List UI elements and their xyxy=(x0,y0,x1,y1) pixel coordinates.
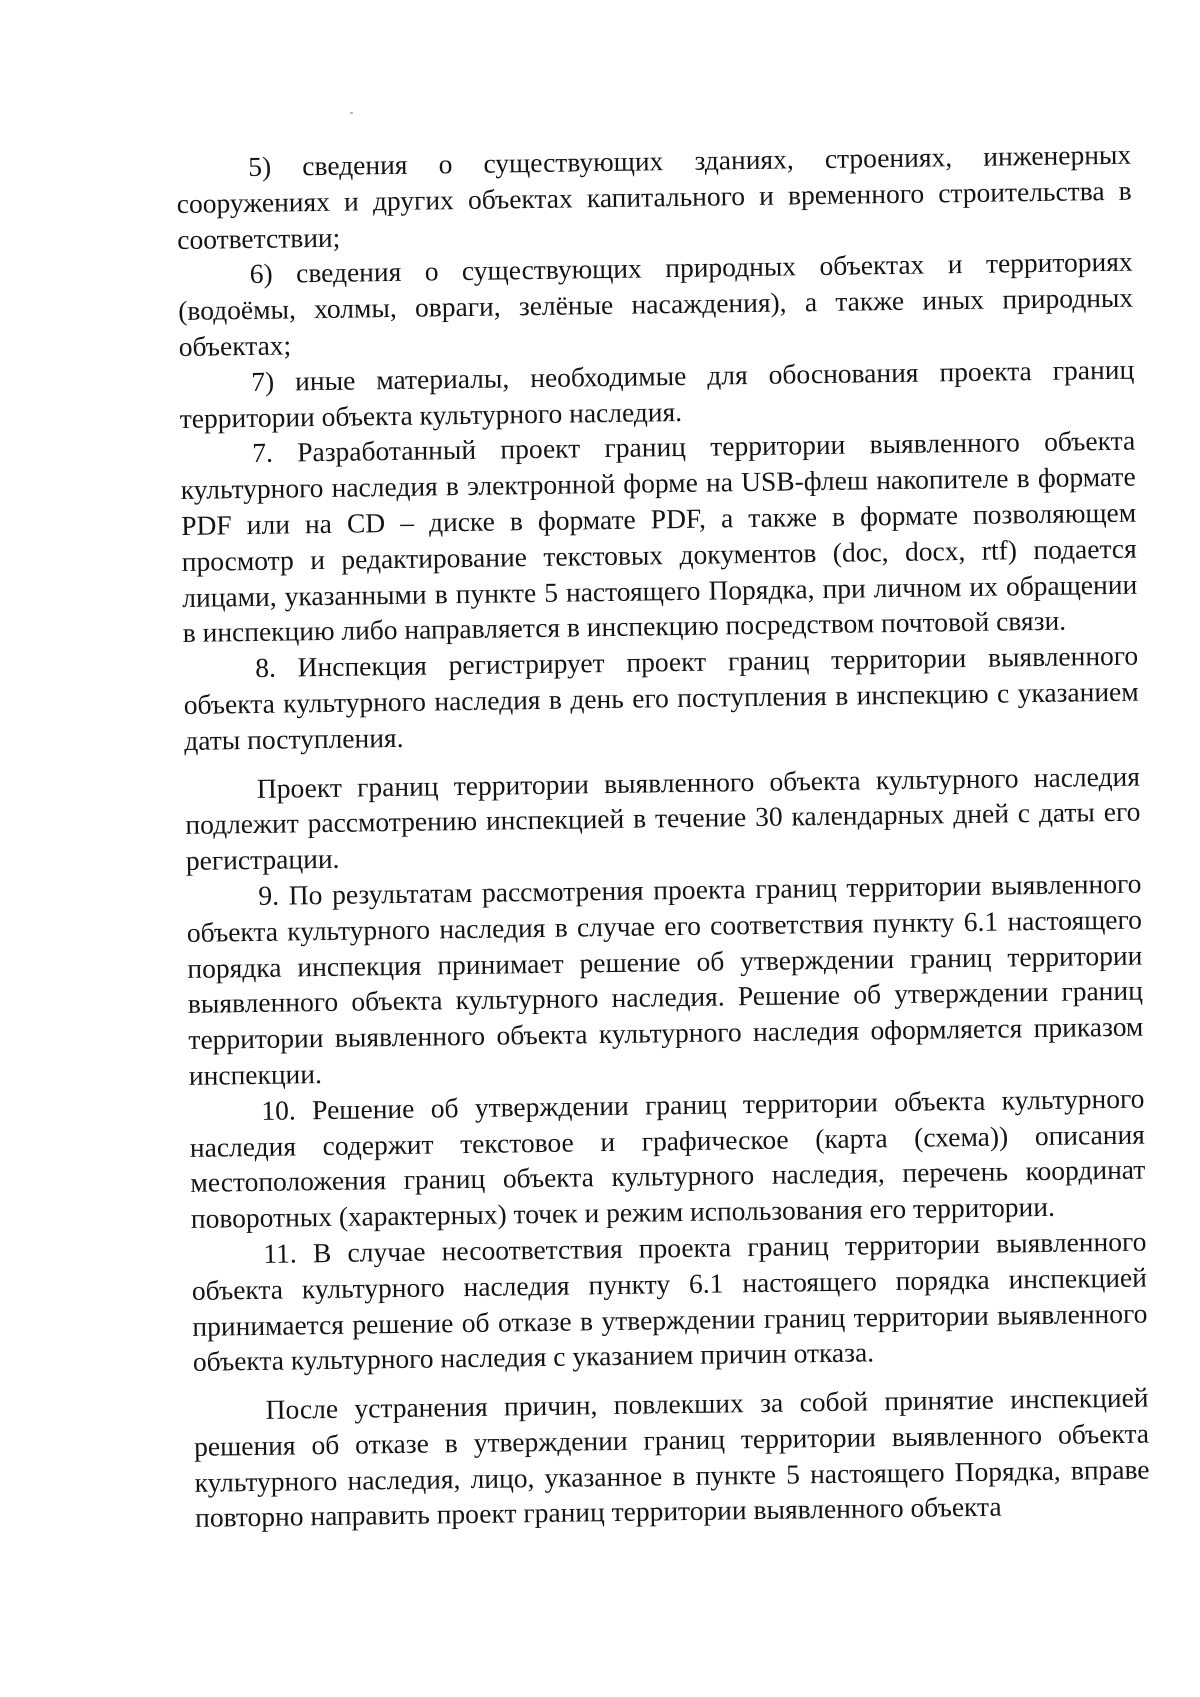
document-body xyxy=(176,137,1150,1536)
scan-speck xyxy=(350,112,353,114)
paragraph-item-5: 5) сведения о существующих зданиях, строениях, инженерных сооружениях и других объектах капитального и временного строительства в соответствии; xyxy=(176,138,1132,255)
paragraph-resubmission: После устранения причин, повлекших за собой принятие инспекцией решения об отказе в утверждении границ территории выявленного объекта культурного наследия, лицо, указанное в пункте 5 настоящего Порядка, вправе повторно направить проект границ территории выявленного объекта xyxy=(193,1381,1150,1534)
paragraph-clause-11: 11. В случае несоответствия проекта границ территории выявленного объекта культурного наследия пункту 6.1 настоящего порядка инспекцией принимается решение об отказе в утверждении границ территории выявленного объекта культурного наследия с указанием причин отказа. xyxy=(191,1225,1148,1378)
paragraph-review-period: Проект границ территории выявленного объекта культурного наследия подлежит рассмотрению инспекцией в течение 30 календарных дней с даты его регистрации. xyxy=(185,760,1141,877)
paragraph-clause-10: 10. Решение об утверждении границ территории объекта культурного наследия содержит текстовое и графическое (карта (схема)) описания местоположения границ объекта культурного наследия, перечень координат поворотных (характерных) точек и режим использования его территории. xyxy=(189,1082,1146,1235)
paragraph-clause-8: 8. Инспекция регистрирует проект границ территории выявленного объекта культурного наследия в день его поступления в инспекцию с указанием даты поступления. xyxy=(183,639,1139,756)
paragraph-item-7: 7) иные материалы, необходимые для обоснования проекта границ территории объекта культурного наследия. xyxy=(179,353,1135,434)
paragraph-clause-7: 7. Разработанный проект границ территории выявленного объекта культурного наследия в электронной форме на USB-флеш накопителе в формате PDF или на CD – диске в формате PDF, а также в формате позволяющем просмотр и редактирование текстовых документов (doc, docx, rtf) подается лицами, указанными в пункте 5 настоящего Порядка, при личном их обращении в инспекцию либо направляется в инспекцию посредством почтовой связи. xyxy=(180,425,1138,649)
paragraph-item-6: 6) сведения о существующих природных объектах и территориях (водоёмы, холмы, овраги, зелёные насаждения), а также иных природных объектах; xyxy=(178,246,1134,362)
paragraph-clause-9: 9. По результатам рассмотрения проекта границ территории выявленного объекта культурного наследия в случае его соответствия пункту 6.1 настоящего порядка инспекция принимает решение об утверждении границ территории выявленного объекта культурного наследия. Решение об утверждении границ территории выявленного объекта культурного наследия оформляется приказом инспекции. xyxy=(186,867,1144,1091)
